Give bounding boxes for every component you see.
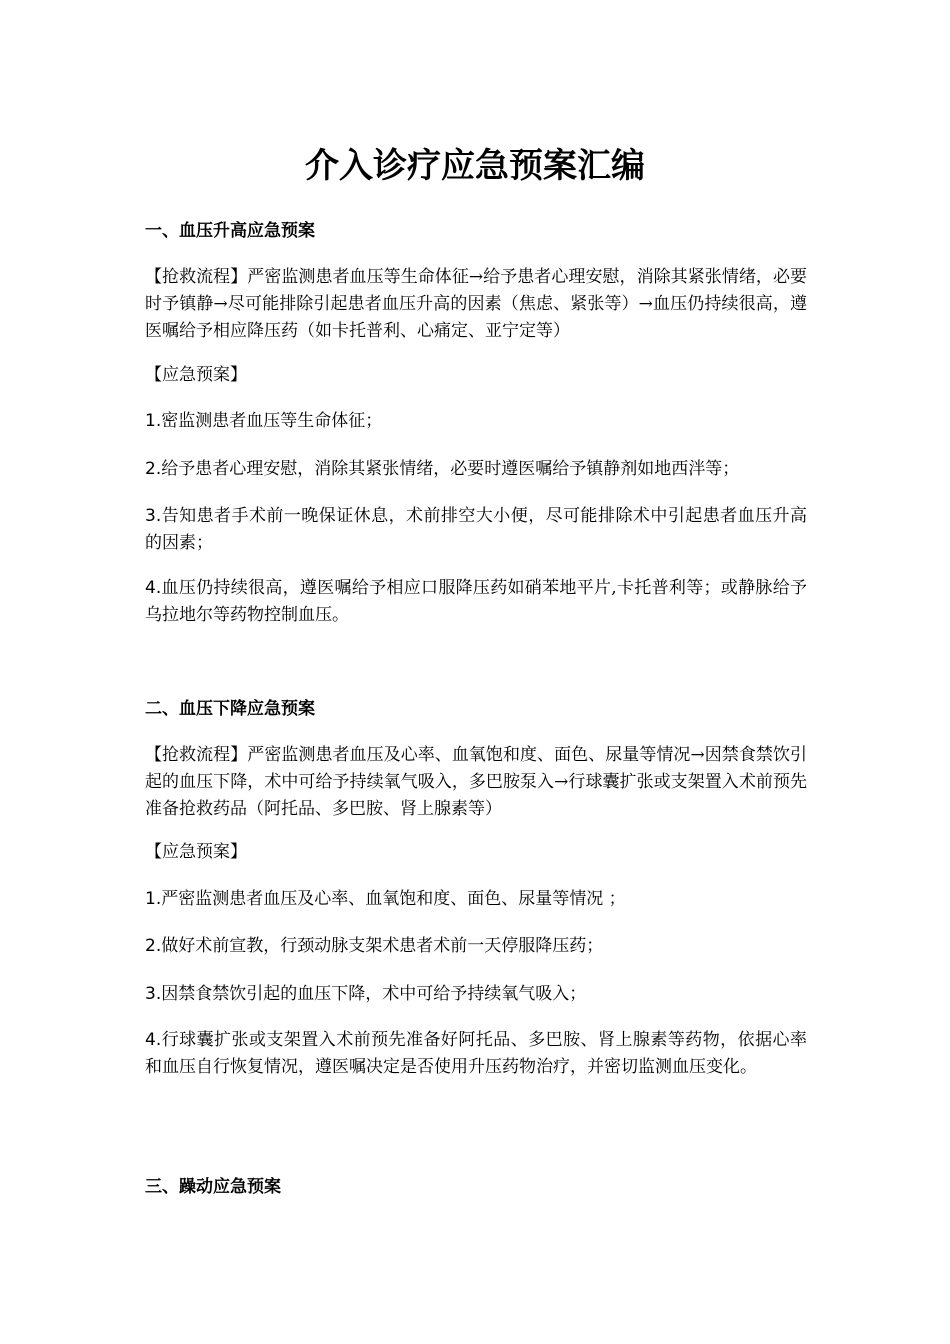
step-text: 给予患者心理安慰，消除其紧张情绪，必要时遵医嘱给予镇静剂如地西泮等； [161, 459, 740, 479]
rescue-flow-paragraph: 【抢救流程】严密监测患者血压及心率、血氧饱和度、面色、尿量等情况→因禁食禁饮引起的血压下降，术中可给予持续氧气吸入，多巴胺泵入→行球囊扩张或支架置入术前预先准备抢救药品（阿托品、多巴胺、肾上腺素等） [145, 745, 807, 819]
document-title: 介入诊疗应急预案汇编 [305, 146, 645, 186]
plan-label: 【应急预案】 [145, 365, 247, 385]
plan-label: 【应急预案】 [145, 842, 247, 862]
plan-step [145, 503, 807, 557]
plan-step [145, 886, 807, 913]
step-number: 1. [145, 411, 162, 431]
step-number: 3. [145, 984, 162, 1004]
step-number: 2. [145, 459, 162, 479]
step-number: 4. [145, 1030, 162, 1050]
section-heading: 二、血压下降应急预案 [145, 699, 315, 719]
step-text: 做好术前宣教，行颈动脉支架术患者术前一天停服降压药； [161, 936, 604, 956]
plan-step [145, 933, 807, 960]
step-number: 4. [145, 578, 162, 598]
section-heading: 一、血压升高应急预案 [145, 221, 315, 241]
step-text: 血压仍持续很高，遵医嘱给予相应口服降压药如硝苯地平片,卡托普利等；或静脉给予乌拉地尔等药物控制血压。 [145, 578, 807, 625]
plan-step [145, 575, 807, 629]
section-heading: 三、躁动应急预案 [145, 1177, 281, 1197]
plan-step [145, 408, 807, 435]
step-number: 2. [145, 936, 162, 956]
plan-step [145, 456, 807, 483]
step-text: 密监测患者血压等生命体征； [161, 411, 383, 431]
plan-step [145, 1027, 807, 1081]
rescue-flow-paragraph: 【抢救流程】严密监测患者血压等生命体征→给予患者心理安慰，消除其紧张情绪，必要时予镇静→尽可能排除引起患者血压升高的因素（焦虑、紧张等）→血压仍持续很高，遵医嘱给予相应降压药（如卡托普利、心痛定、亚宁定等） [145, 267, 807, 341]
step-text: 因禁食禁饮引起的血压下降，术中可给予持续氧气吸入； [161, 984, 587, 1004]
step-text: 行球囊扩张或支架置入术前预先准备好阿托品、多巴胺、肾上腺素等药物，依据心率和血压自行恢复情况，遵医嘱决定是否使用升压药物治疗，并密切监测血压变化。 [145, 1030, 807, 1077]
step-number: 1. [145, 889, 162, 909]
step-text: 严密监测患者血压及心率、血氧饱和度、面色、尿量等情况 ； [161, 889, 626, 909]
plan-step [145, 981, 807, 1008]
step-number: 3. [145, 506, 162, 526]
step-text: 告知患者手术前一晚保证休息，术前排空大小便，尽可能排除术中引起患者血压升高的因素； [145, 506, 807, 553]
